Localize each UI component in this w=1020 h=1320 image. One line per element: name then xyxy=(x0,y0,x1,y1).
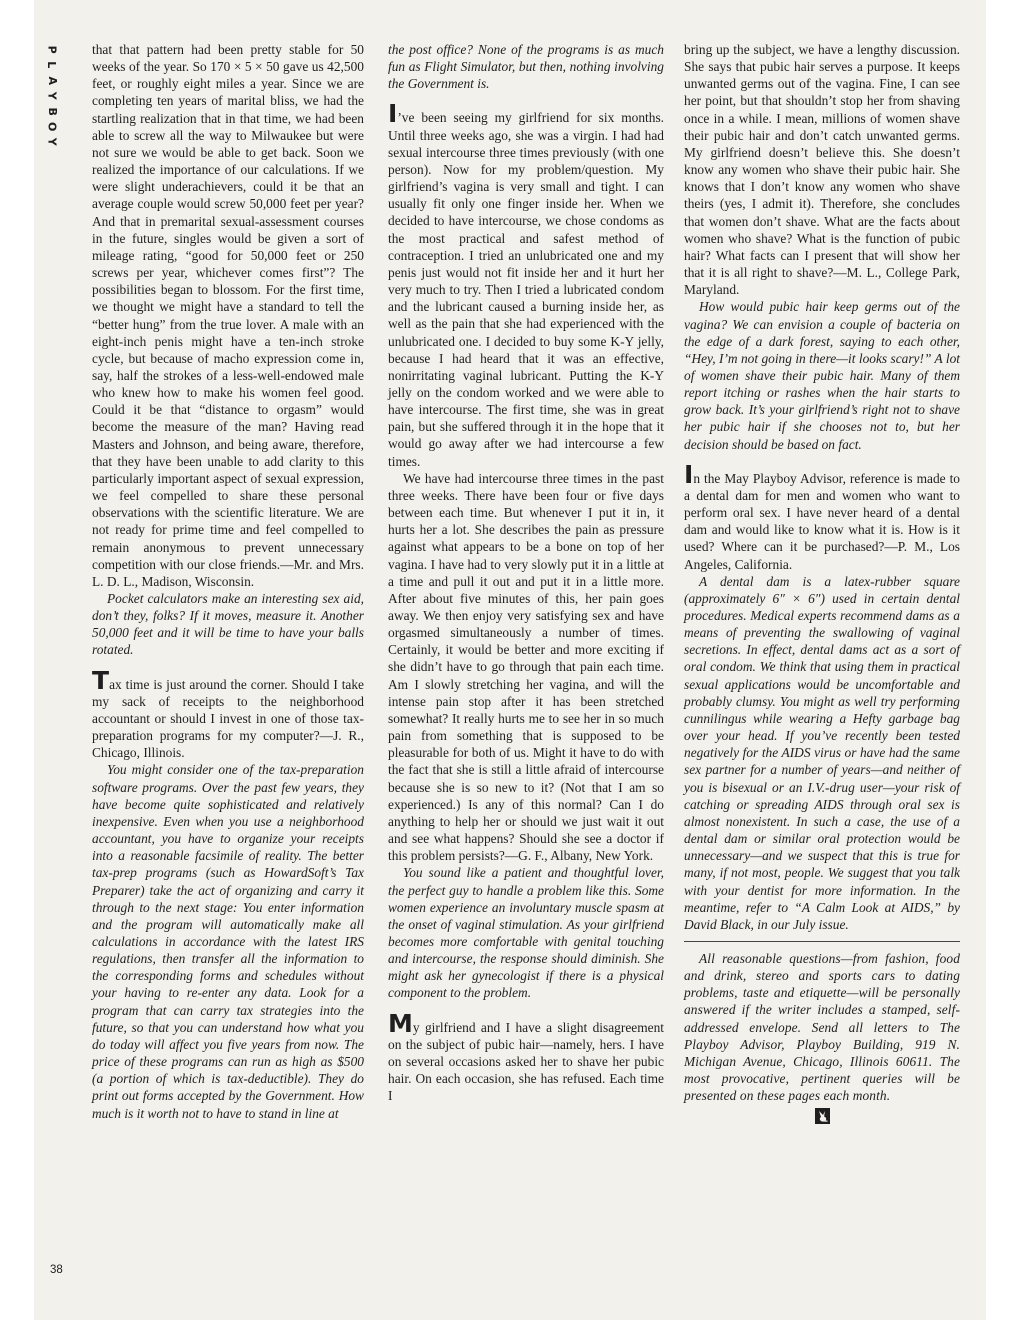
advisor-answer: the post office? None of the programs is as much fun as Flight Simulator, but then, nothing involving the Government is. xyxy=(388,42,664,92)
drop-cap: I xyxy=(388,99,398,129)
advisor-answer: You sound like a patient and thoughtful lover, the perfect guy to handle a problem like this. Some women experience an involuntary muscle spasm at the onset of vaginal stimulation. As your girlfriend becomes more comfortable with genital touching and intercourse, the response should diminish. She might ask her gynecologist if there is a physical component to the problem. xyxy=(388,865,664,1001)
column-3 xyxy=(684,41,960,1124)
drop-cap: M xyxy=(388,1008,413,1038)
column-1 xyxy=(92,41,364,1122)
advisor-answer: You might consider one of the tax-preparation software programs. Over the past few years, they have become quite sophisticated and relatively inexpensive. Even when you use a neighborhood accountant, you have to organize your receipts into a reasonable facsimile of reality. The better tax-prep programs (such as HowardSoft’s Tax Preparer) take the act of organizing and carry it through to the next stage: You enter information and the program will automatically make all calculations in accordance with the latest IRS regulations, then transfer all the information to the corresponding forms and schedules without your having to re-enter any data. Look for a program that can carry tax strategies into the future, so that you can understand how what you do today will affect you five years from now. The price of these programs can run as high as $500 (a portion of which is tax-deductible). They do print out forms accepted by the Government. How much is it worth not to have to stand in line at xyxy=(92,762,364,1121)
masthead-letter: B xyxy=(45,107,59,116)
advisor-answer: Pocket calculators make an interesting sex aid, don’t they, folks? If it moves, measure it. Another 50,000 feet and it will be time to have your balls rotated. xyxy=(92,591,364,658)
letter-text: ax time is just around the corner. Should I take my sack of receipts to the neighborhood accountant or should I invest in one of those tax-preparation programs for my computer?—J. R., Chicago, Illinois. xyxy=(92,676,364,761)
letter-question xyxy=(388,1008,664,1105)
masthead-letter: O xyxy=(45,122,59,132)
letter-question xyxy=(388,99,664,469)
submission-note: All reasonable questions—from fashion, food and drink, stereo and sports cars to dating problems, taste and etiquette—will be personally answered if the writer includes a stamped, self-addressed envelope. Send all letters to The Playboy Advisor, Playboy Building, 919 N. Michigan Avenue, Chicago, Illinois 60611. The most provocative, pertinent queries will be presented on these pages each month. xyxy=(684,941,960,1104)
letter-question xyxy=(92,665,364,762)
letter-text: that that pattern had been pretty stable for 50 weeks of the year. So 170 × 5 × 50 gave us 42,500 feet, or roughly eight miles a year. Since we are completing ten years of marital bliss, we had the startling realization that in that time, we had been able to screw all the way to Milwaukee but were not sure we would be able to get back. Soon we realized the importance of our calculations. If we were slight underachievers, could it be that an average couple would screw 50,000 feet per year? And that in premarital sexual-assessment courses in the future, singles would be given a sort of mileage rating, “good for 50,000 feet or 250 screws per year, whichever comes first”? The possibilities began to blossom. For the first time, we thought we might have a standard to tell the “better hung” from the true lover. A male with an eight-inch penis might have a ten-inch stroke cycle, but because of macho expression come in, say, half the strokes of a less-well-endowed male who knew how to make his women feel good. Could it be that “distance to orgasm” would become the measure of the man? Having read Masters and Johnson, and being aware, therefore, that they have been unable to add clarity to this particularly important aspect of sexual expression, we feel compelled to share these personal observations with the scientific literature. We are not ready for prime time and feel compelled to remain anonymous to prevent unnecessary competition with our close friends.—Mr. and Mrs. L. D. L., Madison, Wisconsin. xyxy=(92,42,364,589)
masthead-vertical xyxy=(42,42,62,150)
masthead-letter: Y xyxy=(45,138,59,147)
drop-cap: T xyxy=(92,665,110,695)
advisor-answer: A dental dam is a latex-rubber square (approximately 6″ × 6″) used in certain dental procedures. Medical experts recommend dams as a means of preventing the swallowing of vaginal secretions. In effect, dental dams act as a sort of oral condom. We think that using them in practical sexual applications would be uncomfortable and probably clumsy. You might as well try performing cunnilingus while wearing a Hefty garbage bag over your head. If you’ve recently been tested negatively for the AIDS virus or have had the same sex partner for a number of years—and neither of you is bisexual or an I.V.-drug user—your risk of catching or spreading AIDS through oral sex is almost nonexistent. In such a case, the use of a dental dam or similar oral protection would be unnecessary—and we suspect that this is true for many, if not most, people. We suggest that you talk with your dentist for more information. In the meantime, refer to “A Calm Look at AIDS,” by David Black, in our July issue. xyxy=(684,573,960,932)
rabbit-head-icon xyxy=(815,1108,830,1124)
masthead-letter: Y xyxy=(45,91,59,100)
letter-text: bring up the subject, we have a lengthy discussion. She says that pubic hair serves a purpose. It keeps unwanted germs out of the vagina. Fine, I can see her point, but that shouldn’t stop her from shaving once in a while. I mean, millions of women shave their pubic hair and don’t catch unwanted germs. My girlfriend doesn’t believe this. She doesn’t know any women who shave their pubic hair. She knows that I don’t know any women who shave theirs (yes, I admit it). Therefore, she concludes that women don’t shave. What are the facts about women who shave? What is the function of pubic hair? What facts can I present that will show her that it is all right to shave?—M. L., College Park, Maryland. xyxy=(684,42,960,298)
masthead-letter: P xyxy=(45,45,59,54)
drop-cap: I xyxy=(684,459,694,489)
letter-text: n the May Playboy Advisor, reference is made to a dental dam for men and women who want to perform oral sex. I have never heard of a dental dam and would like to know what it is. How is it used? Where can it be purchased?—P. M., Los Angeles, California. xyxy=(684,470,960,572)
letter-text: ’ve been seeing my girlfriend for six months. Until three weeks ago, she was a virgin. I had had sexual intercourse three times previously (with one person). Now for my problem/question. My girlfriend’s vagina is very small and tight. I can usually fit only one finger inside her. When we decided to have intercourse, we chose condoms as the most practical and safest method of contraception. I tried an unlubricated one and my penis just would not fit inside her and it hurt her very much to try. Then I tried a lubricated condom and the lubricant caused a burning inside her, as well as the pain that she had experienced with the unlubricated one. I decided to buy some K-Y jelly, because I had heard that it was an effective, nonirritating vaginal lubricant. Putting the K-Y jelly on the condom worked and we were able to have intercourse. The first time, she was in great pain, but she suffered through it in the hope that it would go away after we had intercourse a few times. xyxy=(388,110,664,469)
advisor-answer: How would pubic hair keep germs out of the vagina? We can envision a couple of bacteria on the edge of a dark forest, saying to each other, “Hey, I’m not going in there—it looks scary!” A lot of women shave their pubic hair. Many of them report itching or rashes when the hair starts to grow back. It’s your girlfriend’s right not to shave her pubic hair if she chooses not to, but her decision should be based on fact. xyxy=(684,299,960,452)
column-2 xyxy=(388,41,664,1104)
letter-text: y girlfriend and I have a slight disagreement on the subject of pubic hair—namely, hers. I have on several occasions asked her to shave her pubic hair. On each occasion, she has refused. Each time I xyxy=(388,1019,664,1104)
masthead-letter: A xyxy=(45,76,59,85)
masthead-letter: L xyxy=(45,61,59,69)
letter-question xyxy=(684,459,960,573)
magazine-page xyxy=(34,0,986,1320)
page-number: 38 xyxy=(50,1264,63,1276)
letter-text: We have had intercourse three times in the past three weeks. There have been four or five days between each time. But whenever I put it in, it hurts her a lot. She describes the pain as pressure against what appears to be a bone on top of her vagina. I have had to very slowly put it in a little at a time and pull it out and put it in a little more. After about five minutes of this, her pain goes away. We then enjoy very satisfying sex and have orgasmed simultaneously a number of times. Certainly, it would be better and more exciting if she didn’t have to go through that pain each time. Am I slowly stretching her vagina, and will the intense pain stop after it has been stretched somewhat? It really hurts me to see her in so much pain from something that is supposed to be pleasurable for both of us. Might it have to do with the fact that she is still a little afraid of intercourse because she is so new to it? (Not that I am so experienced.) Is any of this normal? Can I do anything to help her or should we just wait it out and see what happens? Should she see a doctor if this problem persists?—G. F., Albany, New York. xyxy=(388,470,664,864)
